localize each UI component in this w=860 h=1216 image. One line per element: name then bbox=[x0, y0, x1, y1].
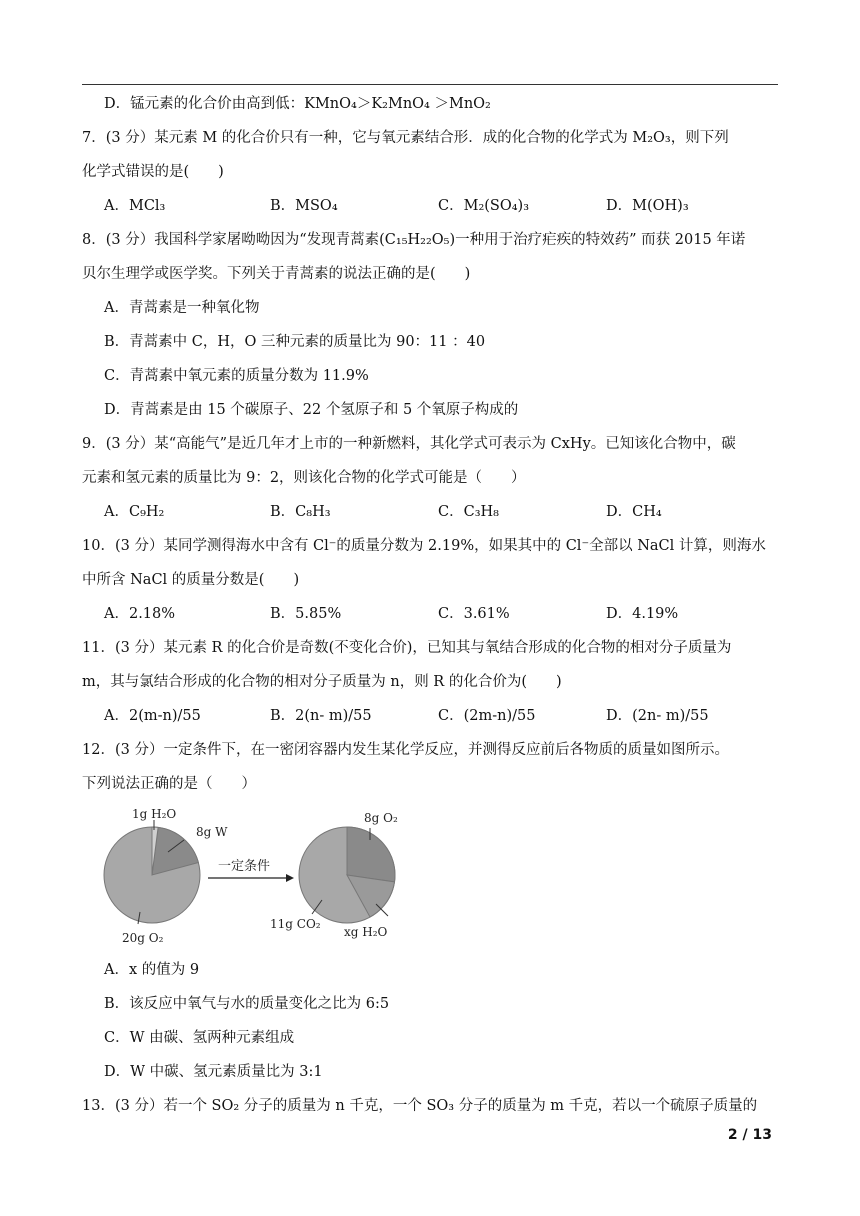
after-o2-label: 8g O₂ bbox=[364, 811, 398, 825]
q11-option-c: C．(2m-n)/55 bbox=[438, 708, 536, 724]
q8-option-c: C．青蒿素中氧元素的质量分数为 11.9% bbox=[104, 368, 369, 384]
q7-stem-line1: 7．(3 分）某元素 M 的化合价只有一种，它与氧元素结合形．成的化合物的化学式为 M₂O₃，则下列 bbox=[82, 130, 729, 146]
q12-option-a: A．x 的值为 9 bbox=[104, 962, 200, 978]
q9-option-c: C．C₃H₈ bbox=[438, 504, 499, 520]
reaction-arrow bbox=[208, 874, 294, 882]
q10-option-b: B．5.85% bbox=[270, 606, 342, 622]
before-pie bbox=[104, 820, 200, 924]
q13-stem-line1: 13．(3 分）若一个 SO₂ 分子的质量为 n 千克，一个 SO₃ 分子的质量为 m 千克，若以一个硫原子质量的 bbox=[82, 1098, 758, 1114]
q9-option-d: D．CH₄ bbox=[606, 504, 662, 520]
q12-option-d: D．W 中碳、氢元素质量比为 3:1 bbox=[104, 1064, 323, 1080]
q11-option-d: D．(2n- m)/55 bbox=[606, 708, 709, 724]
after-pie bbox=[299, 827, 395, 923]
after-h2o-label: xg H₂O bbox=[344, 925, 388, 939]
q11-stem-line1: 11．(3 分）某元素 R 的化合价是奇数(不变化合价)，已知其与氧结合形成的化合物的相对分子质量为 bbox=[82, 640, 732, 656]
q7-stem-line2: 化学式错误的是( ) bbox=[82, 164, 224, 180]
q8-stem-line2: 贝尔生理学或医学奖。下列关于青蒿素的说法正确的是( ) bbox=[82, 266, 471, 282]
before-w-label: 8g W bbox=[196, 825, 228, 839]
q7-option-d: D．M(OH)₃ bbox=[606, 198, 689, 214]
reaction-figure bbox=[100, 800, 420, 950]
q12-stem-line1: 12．(3 分）一定条件下，在一密闭容器内发生某化学反应，并测得反应前后各物质的质量如图所示。 bbox=[82, 742, 729, 758]
page-number: 2 / 13 bbox=[727, 1127, 772, 1143]
q10-stem-line2: 中所含 NaCl 的质量分数是( ) bbox=[82, 572, 300, 588]
arrow-condition-label: 一定条件 bbox=[218, 859, 271, 874]
q11-option-a: A．2(m-n)/55 bbox=[104, 708, 201, 724]
q10-option-d: D．4.19% bbox=[606, 606, 679, 622]
q9-stem-line1: 9．(3 分）某“高能气”是近几年才上市的一种新燃料，其化学式可表示为 CxHy。已知该化合物中，碳 bbox=[82, 436, 736, 452]
q9-stem-line2: 元素和氢元素的质量比为 9：2，则该化合物的化学式可能是（ ） bbox=[82, 470, 526, 486]
q12-option-b: B．该反应中氧气与水的质量变化之比为 6:5 bbox=[104, 996, 390, 1012]
before-o2-label: 20g O₂ bbox=[122, 931, 164, 945]
q10-option-c: C．3.61% bbox=[438, 606, 510, 622]
q11-stem-line2: m，其与氯结合形成的化合物的相对分子质量为 n，则 R 的化合价为( ) bbox=[82, 674, 562, 690]
q10-stem-line1: 10．(3 分）某同学测得海水中含有 Cl⁻的质量分数为 2.19%，如果其中的 Cl⁻全部以 NaCl 计算，则海水 bbox=[82, 538, 766, 554]
q8-option-a: A．青蒿素是一种氧化物 bbox=[104, 300, 260, 316]
after-co2-label: 11g CO₂ bbox=[270, 917, 321, 931]
q9-option-a: A．C₉H₂ bbox=[104, 504, 165, 520]
q12-stem-line2: 下列说法正确的是（ ） bbox=[82, 776, 256, 792]
q7-option-b: B．MSO₄ bbox=[270, 198, 338, 214]
before-h2o-label: 1g H₂O bbox=[132, 807, 177, 821]
header-rule bbox=[82, 84, 778, 85]
q12-option-c: C．W 由碳、氢两种元素组成 bbox=[104, 1030, 295, 1046]
q8-option-d: D．青蒿素是由 15 个碳原子、22 个氢原子和 5 个氧原子构成的 bbox=[104, 402, 519, 418]
q7-option-a: A．MCl₃ bbox=[104, 198, 166, 214]
q11-option-b: B．2(n- m)/55 bbox=[270, 708, 372, 724]
q10-option-a: A．2.18% bbox=[104, 606, 176, 622]
q6-option-d: D．锰元素的化合价由高到低：KMnO₄＞K₂MnO₄ ＞MnO₂ bbox=[104, 96, 491, 112]
q7-option-c: C．M₂(SO₄)₃ bbox=[438, 198, 530, 214]
q8-option-b: B．青蒿素中 C，H，O 三种元素的质量比为 90：11 ：40 bbox=[104, 334, 486, 350]
q9-option-b: B．C₈H₃ bbox=[270, 504, 331, 520]
q8-stem-line1: 8．(3 分）我国科学家屠呦呦因为“发现青蒿素(C₁₅H₂₂O₅)一种用于治疗疟疾的特效药” 而获 2015 年诺 bbox=[82, 232, 746, 248]
